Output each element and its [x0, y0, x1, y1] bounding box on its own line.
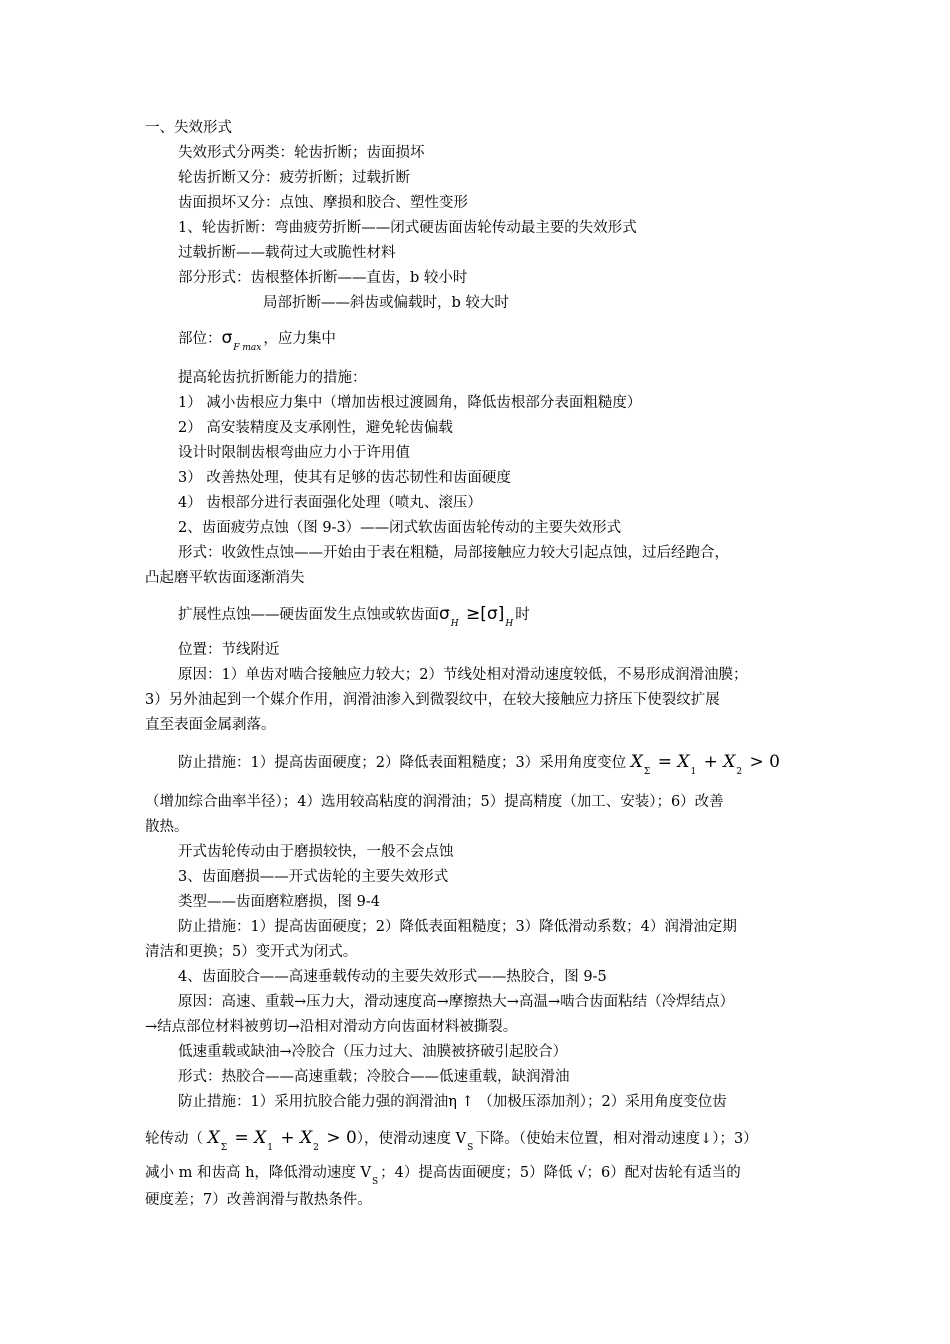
- text-line: 清洁和更换；5）变开式为闭式。: [145, 944, 358, 960]
- text-line: 4、齿面胶合——高速垂载传动的主要失效形式——热胶合，图 9-5: [178, 969, 607, 985]
- text-line: 位置：节线附近: [178, 642, 280, 658]
- expand-prefix: 扩展性点蚀——硬齿面发生点蚀或软齿面: [178, 607, 439, 623]
- sigma-symbol: σ: [439, 604, 450, 624]
- text-line: 形式：热胶合——高速重载；冷胶合——低速重载，缺润滑油: [178, 1069, 570, 1085]
- prevent-line: [178, 752, 780, 775]
- sigma-symbol: σ: [221, 328, 233, 348]
- text-line: 3、齿面磨损——开式齿轮的主要失效形式: [178, 869, 449, 885]
- text-line: 1） 减小齿根应力集中（增加齿根过渡圆角，降低齿根部分表面粗糙度）: [178, 395, 642, 411]
- text-line: 2） 高安装精度及支承刚性，避免轮齿偏载: [178, 420, 453, 436]
- text-line: 直至表面金属剥落。: [145, 717, 276, 733]
- vs-subscript: S: [372, 1177, 379, 1187]
- text-line: 原因：1）单齿对啮合接触应力较大；2）节线处相对滑动速度较低，不易形成润滑油膜；: [178, 667, 748, 683]
- text-line: 齿面损坏又分：点蚀、摩损和胶合、塑性变形: [178, 195, 468, 211]
- sigma-subscript: F max: [233, 343, 262, 353]
- text-line: 1、轮齿折断：弯曲疲劳折断——闭式硬齿面齿轮传动最主要的失效形式: [178, 220, 637, 236]
- text-line: 硬度差；7）改善润滑与散热条件。: [145, 1192, 372, 1208]
- text-line: 部分形式：齿根整体折断——直齿，b 较小时: [178, 270, 468, 286]
- text-line: 低速重载或缺油→冷胶合（压力过大、油膜被挤破引起胶合）: [178, 1044, 568, 1060]
- text-line: 失效形式分两类：轮齿折断；齿面损坏: [178, 145, 425, 161]
- text-line: 局部折断——斜齿或偏载时，b 较大时: [263, 295, 509, 311]
- section-heading: 一、失效形式: [145, 120, 232, 136]
- expand-line: [178, 604, 530, 627]
- text-line: 凸起磨平软齿面逐渐消失: [145, 570, 305, 586]
- text-line: 设计时限制齿根弯曲应力小于许用值: [178, 445, 410, 461]
- sigma-subscript: H: [505, 619, 514, 629]
- line-prefix: 轮传动（: [145, 1131, 203, 1147]
- formula-x-sigma: $X_\Sigma = X_1 + X_2 > 0$: [207, 1128, 357, 1153]
- text-line: 2、齿面疲劳点蚀（图 9-3）——闭式软齿面齿轮传动的主要失效形式: [178, 520, 622, 536]
- line-mid: ），使滑动速度 V: [356, 1131, 467, 1147]
- expand-suffix: 时: [515, 607, 530, 623]
- text-line: 3） 改善热处理，使其有足够的齿芯韧性和齿面硬度: [178, 470, 511, 486]
- text-line: →结点部位材料被剪切→沿相对滑动方向齿面材料被撕裂。: [145, 1019, 518, 1035]
- text-line: （增加综合曲率半径）；4）选用较高粘度的润滑油；5）提高精度（加工、安装）；6）改善: [145, 794, 724, 810]
- formula-x-sigma: $X_\Sigma = X_1 + X_2 > 0$: [630, 752, 780, 777]
- text-line: 防止措施：1）采用抗胶合能力强的润滑油η ↑ （加极压添加剂）；2）采用角度变位齿: [178, 1094, 727, 1110]
- text-line: 散热。: [145, 819, 189, 835]
- text-line: 原因：高速、重载→压力大，滑动速度高→摩擦热大→高温→啮合齿面粘结（冷焊结点）: [178, 994, 735, 1010]
- text-line: 4） 齿根部分进行表面强化处理（喷丸、滚压）: [178, 495, 482, 511]
- text-line: 开式齿轮传动由于磨损较快，一般不会点蚀: [178, 844, 454, 860]
- line-prefix: 减小 m 和齿高 h，降低滑动速度 V: [145, 1165, 371, 1181]
- vs-line: [145, 1163, 741, 1185]
- inequality: ≥[σ]: [460, 604, 505, 624]
- line-tail: ；4）提高齿面硬度；5）降低 √；6）配对齿轮有适当的: [380, 1165, 741, 1181]
- gluing-formula-line: [145, 1128, 758, 1151]
- text-line: 轮齿折断又分：疲劳折断；过载折断: [178, 170, 410, 186]
- text-line: 提高轮齿抗折断能力的措施：: [178, 370, 367, 386]
- text-line: 形式：收敛性点蚀——开始由于表在粗糙，局部接触应力较大引起点蚀，过后经跑合，: [178, 545, 729, 561]
- location-prefix: 部位：: [178, 331, 222, 347]
- text-line: 类型——齿面磨粒磨损，图 9-4: [178, 894, 380, 910]
- vs-subscript: S: [467, 1143, 474, 1153]
- text-line: 防止措施：1）提高齿面硬度；2）降低表面粗糙度；3）降低滑动系数；4）润滑油定期: [178, 919, 737, 935]
- line-tail: 下降。（使始末位置，相对滑动速度↓）；3）: [475, 1131, 758, 1147]
- prevent-prefix: 防止措施：1）提高齿面硬度；2）降低表面粗糙度；3）采用角度变位: [178, 755, 627, 771]
- sigma-subscript: H: [450, 619, 459, 629]
- text-line: 3）另外油起到一个媒介作用，润滑油渗入到微裂纹中，在较大接触应力挤压下使裂纹扩展: [145, 692, 720, 708]
- text-line: 过载折断——载荷过大或脆性材料: [178, 245, 396, 261]
- location-suffix: ，应力集中: [263, 331, 336, 347]
- location-line: [178, 328, 336, 351]
